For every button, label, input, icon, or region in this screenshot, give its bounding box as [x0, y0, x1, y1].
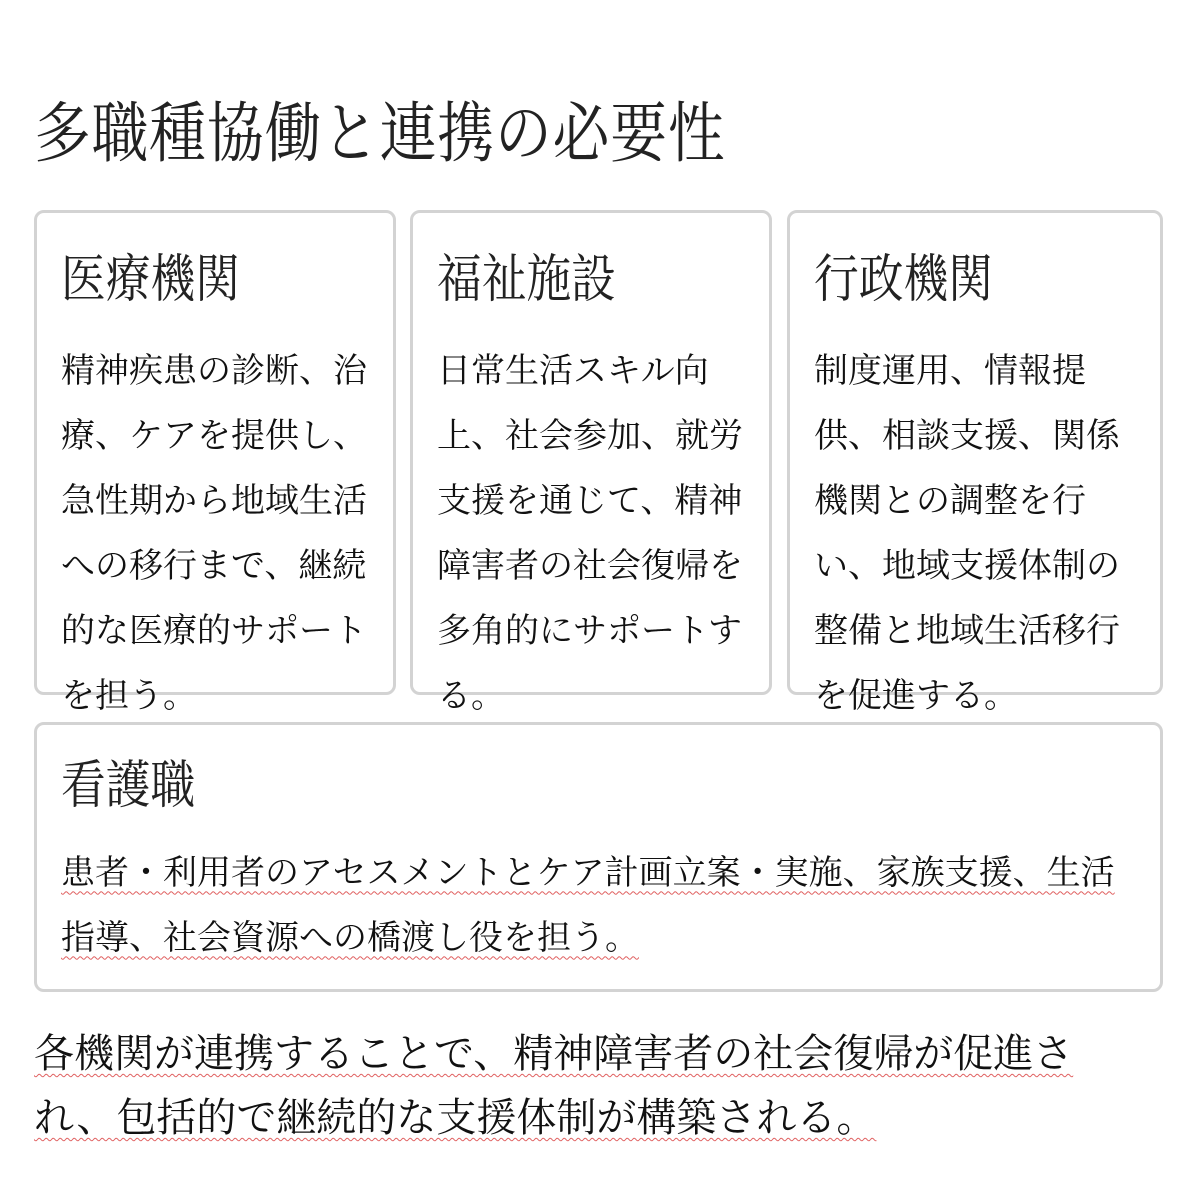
- card-heading: 看護職: [61, 756, 196, 816]
- card-heading: 福祉施設: [437, 250, 616, 310]
- card-body-text[interactable]: 制度運用、情報提供、相談支援、関係機関との調整を行い、地域支援体制の整備と地域生活移行を促進する。: [814, 351, 1120, 717]
- card-body-text[interactable]: 日常生活スキル向上、社会参加、就労支援を通じて、精神障害者の社会復帰を多角的にサポートする。: [437, 351, 743, 717]
- summary-text[interactable]: [34, 1022, 1154, 1150]
- card-medical-institution: [34, 210, 396, 717]
- card-body-text[interactable]: 精神疾患の診断、治療、ケアを提供し、急性期から地域生活への移行まで、継続的な医療的サポートを担う。: [61, 351, 367, 717]
- card-administrative-agency: [787, 210, 1163, 717]
- card-heading: 医療機関: [61, 250, 240, 310]
- card-welfare-facility: [410, 210, 772, 717]
- spellcheck-underlined-text: 各機関が連携することで、精神障害者の社会復帰が促進され、包括的で継続的な支援体制が構築される。: [34, 1031, 1074, 1141]
- card-nursing: [34, 722, 1163, 992]
- spellcheck-underlined-text: 患者・利用者のアセスメントとケア計画立案・実施、家族支援、生活指導、社会資源への橋渡し役を担う。: [61, 853, 1115, 959]
- card-body-text[interactable]: [61, 841, 1136, 971]
- page-title: 多職種協働と連携の必要性: [34, 95, 726, 173]
- card-heading: 行政機関: [814, 250, 993, 310]
